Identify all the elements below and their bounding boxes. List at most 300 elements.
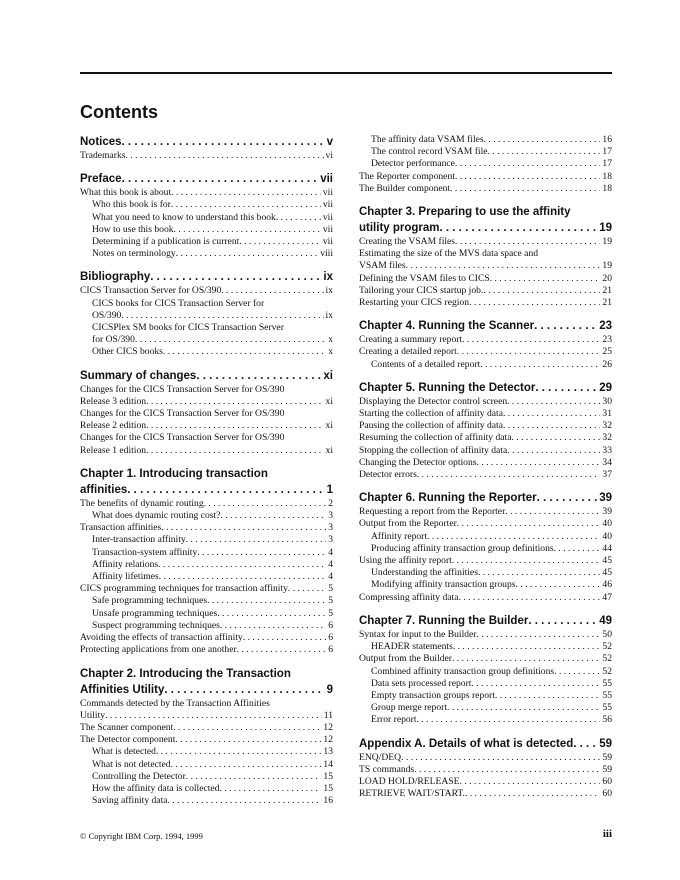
toc-page-number: 12 — [323, 734, 333, 746]
toc-entry-title: Data sets processed report — [371, 677, 472, 689]
dot-leader — [554, 543, 601, 555]
toc-entry-title: Changing the Detector options — [359, 456, 477, 468]
toc-entry-title-line: CICSPlex SM books for CICS Transaction Server — [92, 322, 284, 334]
toc-entry[interactable] — [80, 759, 333, 771]
dot-leader — [197, 547, 326, 559]
toc-entry-line — [80, 322, 333, 334]
toc-page-number: 16 — [323, 795, 333, 807]
toc-entry-title: Compressing affinity data — [359, 591, 459, 603]
dot-leader — [503, 420, 600, 432]
dot-leader — [573, 736, 597, 752]
toc-page-number: 12 — [323, 721, 333, 733]
toc-entry[interactable] — [80, 583, 333, 595]
toc-entry[interactable] — [80, 522, 333, 534]
toc-entry-title: The Builder component — [359, 182, 451, 194]
toc-page-number: 19 — [599, 222, 612, 235]
toc-entry[interactable] — [359, 653, 612, 665]
toc-entry-title: Bibliography — [80, 271, 151, 284]
toc-entry[interactable] — [359, 469, 612, 481]
toc-entry-title: Creating a detailed report — [359, 346, 457, 358]
toc-page-number: v — [326, 136, 333, 148]
toc-entry-title: What this book is about — [80, 187, 172, 199]
toc-page-number: 55 — [602, 702, 612, 714]
toc-page-number: 50 — [602, 628, 612, 640]
toc-page-number: 52 — [602, 665, 612, 677]
dot-leader — [507, 445, 600, 457]
dot-leader — [204, 498, 327, 510]
toc-page-number: 59 — [602, 763, 612, 775]
toc-entry[interactable] — [359, 408, 612, 420]
dot-leader — [156, 746, 321, 758]
toc-entry-title: RETRIEVE WAIT/START. — [359, 788, 465, 800]
toc-entry-title: Output from the Builder — [359, 653, 452, 665]
dot-leader — [458, 592, 600, 604]
toc-entry-title: Trademarks — [80, 150, 126, 161]
toc-entry-title-line: Changes for the CICS Transaction Server for OS/390 — [80, 432, 285, 444]
toc-entry[interactable] — [80, 199, 333, 211]
toc-entry-title: CICS programming techniques for transaction affinity — [80, 583, 288, 595]
toc-entry-title: Displaying the Detector control screen — [359, 395, 508, 407]
dot-leader — [146, 396, 323, 408]
toc-page-number: 2 — [328, 497, 333, 509]
toc-entry[interactable] — [80, 236, 333, 248]
toc-entry-title: Determining if a publication is current — [92, 236, 240, 248]
toc-entry[interactable] — [80, 187, 333, 199]
toc-entry-title-line: Estimating the size of the MVS data space and — [359, 248, 539, 260]
toc-entry[interactable] — [80, 510, 333, 522]
toc-entry-title: Transaction affinities — [80, 522, 162, 534]
dot-leader — [507, 396, 600, 408]
dot-leader — [469, 297, 600, 309]
toc-chapter-entry[interactable] — [359, 220, 612, 236]
toc-entry-title: LOAD HOLD/RELEASE — [359, 775, 460, 787]
toc-entry-title: TS commands — [359, 763, 415, 775]
dot-leader — [534, 318, 597, 334]
toc-entry[interactable] — [80, 547, 333, 559]
toc-entry-title: Chapter 4. Running the Scanner — [359, 320, 535, 333]
toc-page-number: xi — [325, 444, 333, 456]
toc-entry-title: What you need to know to understand this book — [92, 211, 276, 223]
toc-entry-title: OS/390 — [92, 309, 122, 321]
toc-entry-line — [80, 666, 333, 682]
toc-entry[interactable] — [359, 273, 612, 285]
toc-entry[interactable] — [80, 608, 333, 620]
toc-page-number: 5 — [328, 607, 333, 619]
dot-leader — [276, 212, 321, 224]
toc-entry[interactable] — [80, 595, 333, 607]
toc-entry-title-line: Commands detected by the Transaction Affinities — [80, 697, 270, 709]
toc-entry-title: Controlling the Detector — [92, 770, 186, 782]
dot-leader — [186, 771, 322, 783]
toc-entry[interactable] — [359, 690, 612, 702]
toc-entry-line — [80, 698, 333, 710]
toc-entry[interactable] — [80, 150, 333, 162]
toc-page-number: vii — [322, 187, 333, 199]
toc-page-number: 59 — [602, 751, 612, 763]
toc-page-number: 1 — [326, 483, 333, 496]
toc-page-number: xi — [325, 420, 333, 432]
toc-chapter-entry[interactable] — [80, 368, 333, 384]
toc-entry[interactable] — [80, 710, 333, 722]
dot-leader — [122, 134, 325, 150]
dot-leader — [447, 702, 600, 714]
toc-chapter-entry[interactable] — [80, 482, 333, 498]
toc-page-number: 23 — [602, 334, 612, 346]
toc-entry[interactable] — [80, 771, 333, 783]
toc-entry-title: Release 3 edition — [80, 395, 147, 407]
dot-leader — [484, 134, 601, 146]
toc-page-number: 39 — [599, 492, 612, 505]
dot-leader — [414, 764, 600, 776]
toc-entry-title: The control record VSAM file — [371, 146, 488, 158]
toc-entry-title: Utility — [80, 709, 106, 721]
toc-page-number: 45 — [602, 567, 612, 579]
dot-leader — [207, 595, 326, 607]
toc-entry-line — [359, 248, 612, 260]
toc-entry[interactable] — [359, 134, 612, 146]
dot-leader — [122, 171, 319, 187]
toc-entry-title: What is not detected — [92, 758, 171, 770]
toc-entry-title-line: Chapter 2. Introducing the Transaction — [80, 667, 291, 680]
toc-entry-title: Tailoring your CICS startup job. — [359, 284, 484, 296]
toc-entry[interactable] — [359, 297, 612, 309]
toc-page-number: 59 — [599, 737, 612, 750]
toc-entry-title: Combined affinity transaction group definitions — [371, 665, 555, 677]
dot-leader — [452, 653, 600, 665]
toc-entry[interactable] — [359, 457, 612, 469]
toc-entry-title: Saving affinity data — [92, 795, 168, 807]
toc-page-number: vii — [322, 211, 333, 223]
toc-chapter-entry[interactable] — [80, 134, 333, 150]
toc-entry[interactable] — [359, 629, 612, 641]
dot-leader — [427, 531, 600, 543]
toc-entry[interactable] — [359, 432, 612, 444]
toc-entry-line — [80, 298, 333, 310]
toc-entry-title: Appendix A. Details of what is detected — [359, 737, 574, 750]
toc-entry[interactable] — [80, 722, 333, 734]
toc-page-number: 26 — [602, 358, 612, 370]
toc-entry-title: Starting the collection of affinity data — [359, 408, 503, 420]
dot-leader — [164, 682, 324, 698]
dot-leader — [483, 285, 600, 297]
toc-page-number: 19 — [602, 236, 612, 248]
toc-entry[interactable] — [359, 396, 612, 408]
toc-entry-title: Group merge report — [371, 702, 448, 714]
dot-leader — [417, 714, 601, 726]
toc-entry[interactable] — [80, 396, 333, 408]
toc-page-number: 60 — [602, 775, 612, 787]
toc-page-number: 6 — [328, 619, 333, 631]
dot-leader — [146, 420, 323, 432]
toc-entry[interactable] — [80, 224, 333, 236]
dot-leader — [171, 199, 321, 211]
toc-entry[interactable] — [359, 678, 612, 690]
toc-page-number: xi — [325, 395, 333, 407]
toc-entry[interactable] — [80, 559, 333, 571]
dot-leader — [459, 776, 600, 788]
toc-entry-title: utility program — [359, 222, 440, 235]
toc-page-number: 4 — [328, 571, 333, 583]
toc-entry[interactable] — [359, 592, 612, 604]
toc-page-number: 29 — [599, 381, 612, 394]
toc-entry[interactable] — [80, 212, 333, 224]
toc-entry-line — [80, 432, 333, 444]
toc-entry-title: for OS/390 — [92, 334, 135, 346]
toc-entry[interactable] — [80, 498, 333, 510]
toc-page-number: 52 — [602, 641, 612, 653]
toc-entry-title: Modifying affinity transaction groups — [371, 579, 516, 591]
toc-entry-title-line: Chapter 3. Preparing to use the affinity — [359, 206, 571, 219]
toc-page-number: vi — [325, 150, 333, 161]
dot-leader — [406, 260, 601, 272]
toc-chapter-entry[interactable] — [359, 380, 612, 396]
toc-entry[interactable] — [359, 236, 612, 248]
toc-page-number: ix — [325, 309, 333, 321]
toc-page-number: 40 — [602, 518, 612, 530]
toc-page-number: 45 — [602, 555, 612, 567]
toc-entry[interactable] — [80, 734, 333, 746]
dot-leader — [528, 613, 597, 629]
toc-entry[interactable] — [359, 285, 612, 297]
toc-entry-title: Protecting applications from one another — [80, 644, 237, 656]
toc-chapter-entry[interactable] — [359, 318, 612, 334]
dot-leader — [161, 522, 326, 534]
dot-leader — [537, 490, 598, 506]
toc-entry-title: What is detected — [92, 746, 156, 758]
toc-entry-title: Avoiding the effects of transaction affinity — [80, 632, 243, 644]
toc-entry[interactable] — [80, 632, 333, 644]
toc-entry-title: Detector errors — [359, 469, 417, 481]
toc-page-number: 47 — [602, 591, 612, 603]
toc-page-number: 39 — [602, 506, 612, 518]
toc-entry-title: ENQ/DEQ — [359, 751, 402, 763]
toc-entry-title-line: Chapter 1. Introducing transaction — [80, 467, 268, 480]
toc-page-number: viii — [320, 248, 333, 260]
toc-entry[interactable] — [359, 555, 612, 567]
dot-leader — [288, 583, 326, 595]
toc-chapter-entry[interactable] — [359, 736, 612, 752]
toc-entry[interactable] — [359, 788, 612, 800]
toc-entry[interactable] — [359, 171, 612, 183]
toc-entry-line — [80, 408, 333, 420]
dot-leader — [477, 629, 601, 641]
toc-entry-title: Pausing the collection of affinity data — [359, 420, 503, 432]
toc-entry-title: The benefits of dynamic routing — [80, 497, 204, 509]
toc-page-number: x — [328, 334, 333, 346]
toc-page-number: 32 — [602, 432, 612, 444]
toc-entry[interactable] — [359, 579, 612, 591]
dot-leader — [495, 690, 601, 702]
toc-page-number: 4 — [328, 546, 333, 558]
toc-entry[interactable] — [359, 764, 612, 776]
toc-entry-title: Summary of changes — [80, 369, 197, 382]
toc-entry[interactable] — [359, 752, 612, 764]
toc-chapter-entry[interactable] — [359, 613, 612, 629]
toc-entry-title: Release 2 edition — [80, 420, 147, 432]
toc-entry[interactable] — [359, 183, 612, 195]
toc-entry-line — [359, 204, 612, 220]
toc-entry[interactable] — [359, 158, 612, 170]
toc-entry[interactable] — [359, 518, 612, 530]
dot-leader — [457, 518, 601, 530]
dot-leader — [480, 359, 600, 371]
toc-entry[interactable] — [80, 746, 333, 758]
toc-entry-title: The Detector component — [80, 734, 176, 746]
toc-page-number: 15 — [323, 782, 333, 794]
dot-leader — [146, 445, 323, 457]
dot-leader — [450, 183, 600, 195]
toc-chapter-entry[interactable] — [80, 269, 333, 285]
toc-entry[interactable] — [359, 702, 612, 714]
toc-entry[interactable] — [359, 543, 612, 555]
toc-page-number: 21 — [602, 284, 612, 296]
toc-entry-line — [80, 384, 333, 396]
toc-entry[interactable] — [359, 346, 612, 358]
toc-page-number: 9 — [326, 683, 333, 696]
dot-leader — [455, 236, 600, 248]
toc-entry-title: Contents of a detailed report — [371, 358, 481, 370]
toc-entry-title: Affinity report — [371, 530, 428, 542]
dot-leader — [171, 187, 321, 199]
dot-leader — [478, 567, 600, 579]
toc-entry-title: What does dynamic routing cost? — [92, 510, 221, 522]
dot-leader — [171, 759, 322, 771]
toc-entry[interactable] — [359, 445, 612, 457]
toc-page-number: 34 — [602, 456, 612, 468]
dot-leader — [477, 457, 601, 469]
toc-page-number: 30 — [602, 395, 612, 407]
toc-entry-title: Affinity relations — [92, 558, 159, 570]
toc-entry[interactable] — [359, 776, 612, 788]
toc-entry-title: Inter-transaction affinity — [92, 534, 186, 546]
toc-page-number: 17 — [602, 158, 612, 170]
toc-entry-title: Safe programming techniques — [92, 595, 208, 607]
toc-entry[interactable] — [80, 248, 333, 260]
toc-entry[interactable] — [80, 534, 333, 546]
dot-leader — [219, 783, 321, 795]
copyright-notice: © Copyright IBM Corp. 1994, 1999 — [80, 831, 203, 841]
toc-entry-title: Unsafe programming techniques — [92, 607, 218, 619]
toc-page-number: 32 — [602, 420, 612, 432]
toc-right-column — [359, 134, 612, 800]
page-title: Contents — [80, 102, 158, 122]
toc-page-number: xi — [323, 369, 333, 382]
toc-page-number: 13 — [323, 746, 333, 758]
dot-leader — [121, 310, 323, 322]
toc-entry[interactable] — [80, 420, 333, 432]
toc-entry-title: Other CICS books — [92, 346, 163, 358]
toc-chapter-entry[interactable] — [80, 682, 333, 698]
toc-page-number: 14 — [323, 758, 333, 770]
toc-entry[interactable] — [359, 714, 612, 726]
dot-leader — [453, 641, 601, 653]
toc-entry-title: Requesting a report from the Reporter — [359, 506, 506, 518]
toc-page-number: vii — [322, 223, 333, 235]
toc-chapter-entry[interactable] — [80, 171, 333, 187]
toc-entry[interactable] — [80, 644, 333, 656]
dot-leader — [174, 224, 321, 236]
toc-page-number: ix — [325, 285, 333, 297]
toc-page-number: x — [328, 346, 333, 358]
toc-entry[interactable] — [359, 666, 612, 678]
toc-entry[interactable] — [359, 260, 612, 272]
toc-entry[interactable] — [80, 795, 333, 807]
dot-leader — [490, 273, 601, 285]
toc-page-number: 23 — [599, 320, 612, 333]
toc-entry[interactable] — [80, 783, 333, 795]
dot-leader — [158, 559, 326, 571]
toc-entry-title: The Reporter component — [359, 170, 455, 182]
dot-leader — [471, 678, 600, 690]
toc-page-number: 25 — [602, 346, 612, 358]
toc-entry-title: Defining the VSAM files to CICS — [359, 272, 490, 284]
toc-entry[interactable] — [80, 310, 333, 322]
toc-entry[interactable] — [359, 420, 612, 432]
toc-page-number: 49 — [599, 614, 612, 627]
toc-entry[interactable] — [359, 146, 612, 158]
dot-leader — [455, 158, 601, 170]
toc-entry[interactable] — [80, 620, 333, 632]
toc-page-number: 44 — [602, 542, 612, 554]
toc-entry[interactable] — [359, 334, 612, 346]
toc-entry[interactable] — [80, 346, 333, 358]
toc-entry[interactable] — [80, 334, 333, 346]
dot-leader — [176, 248, 319, 260]
toc-entry-title: Suspect programming techniques — [92, 619, 220, 631]
dot-leader — [401, 752, 600, 764]
toc-entry-title: Resuming the collection of affinity data — [359, 432, 512, 444]
dot-leader — [505, 506, 600, 518]
toc-page-number: 52 — [602, 653, 612, 665]
toc-entry-title: affinities — [80, 483, 128, 496]
toc-entry-title: Syntax for input to the Builder — [359, 628, 477, 640]
dot-leader — [220, 510, 326, 522]
toc-entry-title: Error report — [371, 714, 417, 726]
toc-chapter-entry[interactable] — [359, 490, 612, 506]
toc-entry[interactable] — [359, 359, 612, 371]
toc-entry-title: Chapter 5. Running the Detector — [359, 381, 536, 394]
toc-entry-title: HEADER statements — [371, 641, 453, 653]
toc-page-number: 15 — [323, 770, 333, 782]
toc-entry[interactable] — [359, 506, 612, 518]
toc-entry[interactable] — [80, 285, 333, 297]
toc-entry[interactable] — [80, 571, 333, 583]
dot-leader — [135, 334, 326, 346]
toc-entry-title: How to use this book — [92, 223, 174, 235]
toc-entry-title-line: Changes for the CICS Transaction Server for OS/390 — [80, 383, 285, 395]
toc-page-number: 11 — [323, 709, 333, 721]
toc-page-number: vii — [322, 199, 333, 211]
toc-entry-title: Notices — [80, 136, 122, 148]
dot-leader — [440, 220, 598, 236]
toc-entry-title: Preface — [80, 173, 122, 186]
dot-leader — [535, 380, 597, 396]
toc-entry-title-line: CICS books for CICS Transaction Server for — [92, 297, 265, 309]
page-number: iii — [602, 828, 612, 840]
dot-leader — [457, 346, 601, 358]
dot-leader — [452, 555, 601, 567]
toc-entry[interactable] — [80, 445, 333, 457]
toc-entry-title: Chapter 6. Running the Reporter — [359, 492, 537, 505]
toc-entry[interactable] — [359, 531, 612, 543]
toc-entry-title: How the affinity data is collected — [92, 782, 220, 794]
toc-entry[interactable] — [359, 641, 612, 653]
dot-leader — [175, 734, 321, 746]
toc-entry[interactable] — [359, 567, 612, 579]
toc-page-number: vii — [322, 236, 333, 248]
dot-leader — [239, 236, 321, 248]
toc-page-number: 40 — [602, 530, 612, 542]
